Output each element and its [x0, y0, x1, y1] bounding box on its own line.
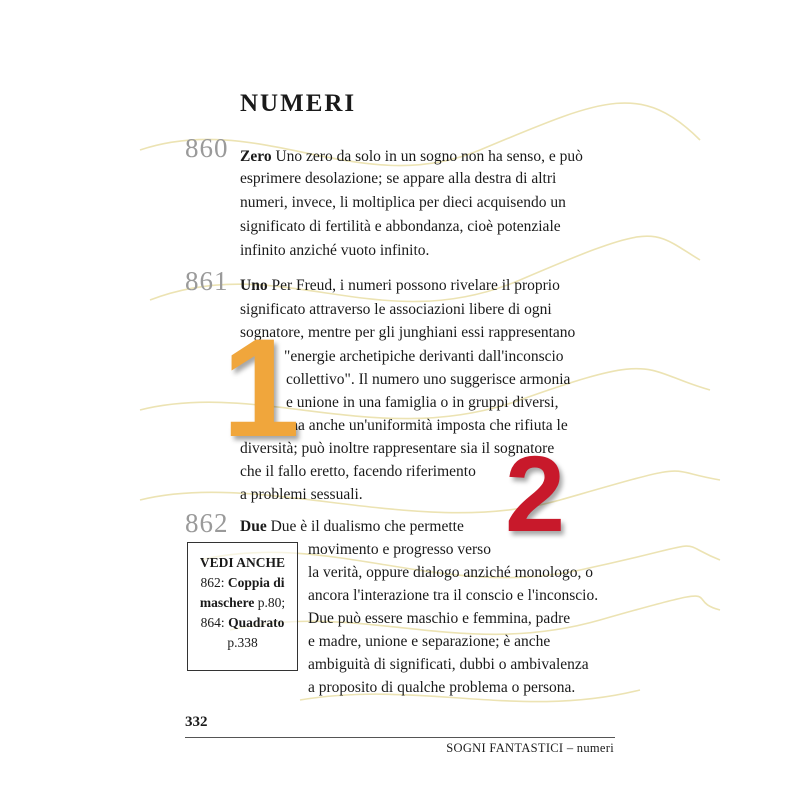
see-also-ref[interactable]: 864: Quadrato [200, 615, 285, 630]
entry-number: 861 [185, 266, 229, 296]
running-footer: SOGNI FANTASTICI – numeri [446, 741, 614, 755]
entry-line: diversità; può inoltre rappresentare sia il sognatore [240, 440, 555, 457]
entry-line: ambiguità di significati, dubbi o ambivalenza [308, 656, 589, 673]
numeral-one-graphic: 1 [222, 309, 300, 466]
see-also-ref[interactable]: maschere p.80; [199, 595, 286, 610]
entry-line: Uno Per Freud, i numeri possono rivelare il proprio [240, 277, 560, 294]
entry-line: e madre, unione e separazione; è anche [308, 633, 551, 650]
entry-line: numeri, invece, li moltiplica per dieci acquisendo un [240, 194, 566, 211]
entry-line: significato di fertilità e abbondanza, cioè potenziale [240, 218, 561, 235]
entry-line: che il fallo eretto, facendo riferimento [240, 463, 476, 480]
entry-number: 860 [185, 133, 229, 163]
entry-line: "energie archetipiche derivanti dall'inconscio [284, 348, 564, 365]
entry-line: significato attraverso le associazioni libere di ogni [240, 301, 552, 318]
see-also-heading: VEDI ANCHE [199, 555, 286, 570]
see-also-page: p.338 [227, 635, 258, 650]
entry-line: a problemi sessuali. [240, 486, 363, 503]
entry-term: Uno [240, 277, 268, 294]
entry-line: collettivo". Il numero uno suggerisce armonia [286, 371, 571, 388]
entry-line: infinito anziché vuoto infinito. [240, 242, 430, 259]
entry-line: la verità, oppure dialogo anziché monologo, o [308, 564, 593, 581]
entry-line: sognatore, mentre per gli junghiani essi rappresentano [240, 324, 576, 341]
entry-term: Zero [240, 148, 272, 165]
entry-line: Zero Uno zero da solo in un sogno non ha senso, e può [240, 148, 583, 165]
entry-term: Due [240, 518, 267, 535]
numeral-two-graphic: 2 [505, 433, 566, 554]
footer-divider [185, 737, 615, 738]
entry-line: ancora l'interazione tra il conscio e l'inconscio. [308, 587, 599, 604]
page-number: 332 [185, 714, 208, 730]
entry-line: ma anche un'uniformità imposta che rifiuta le [286, 417, 568, 434]
entry-line: a proposito di qualche problema o persona. [308, 679, 576, 696]
entry-line: movimento e progresso verso [308, 541, 491, 558]
page-title: NUMERI [240, 90, 357, 117]
entry-line: Due Due è il dualismo che permette [240, 518, 464, 535]
see-also-box [187, 542, 298, 671]
entry-line: Due può essere maschio e femmina, padre [308, 610, 571, 627]
entry-line: esprimere desolazione; se appare alla destra di altri [240, 170, 557, 187]
see-also-ref[interactable]: 862: Coppia di [200, 575, 285, 590]
entry-line: e unione in una famiglia o in gruppi diversi, [286, 394, 559, 411]
entry-number: 862 [185, 508, 229, 538]
